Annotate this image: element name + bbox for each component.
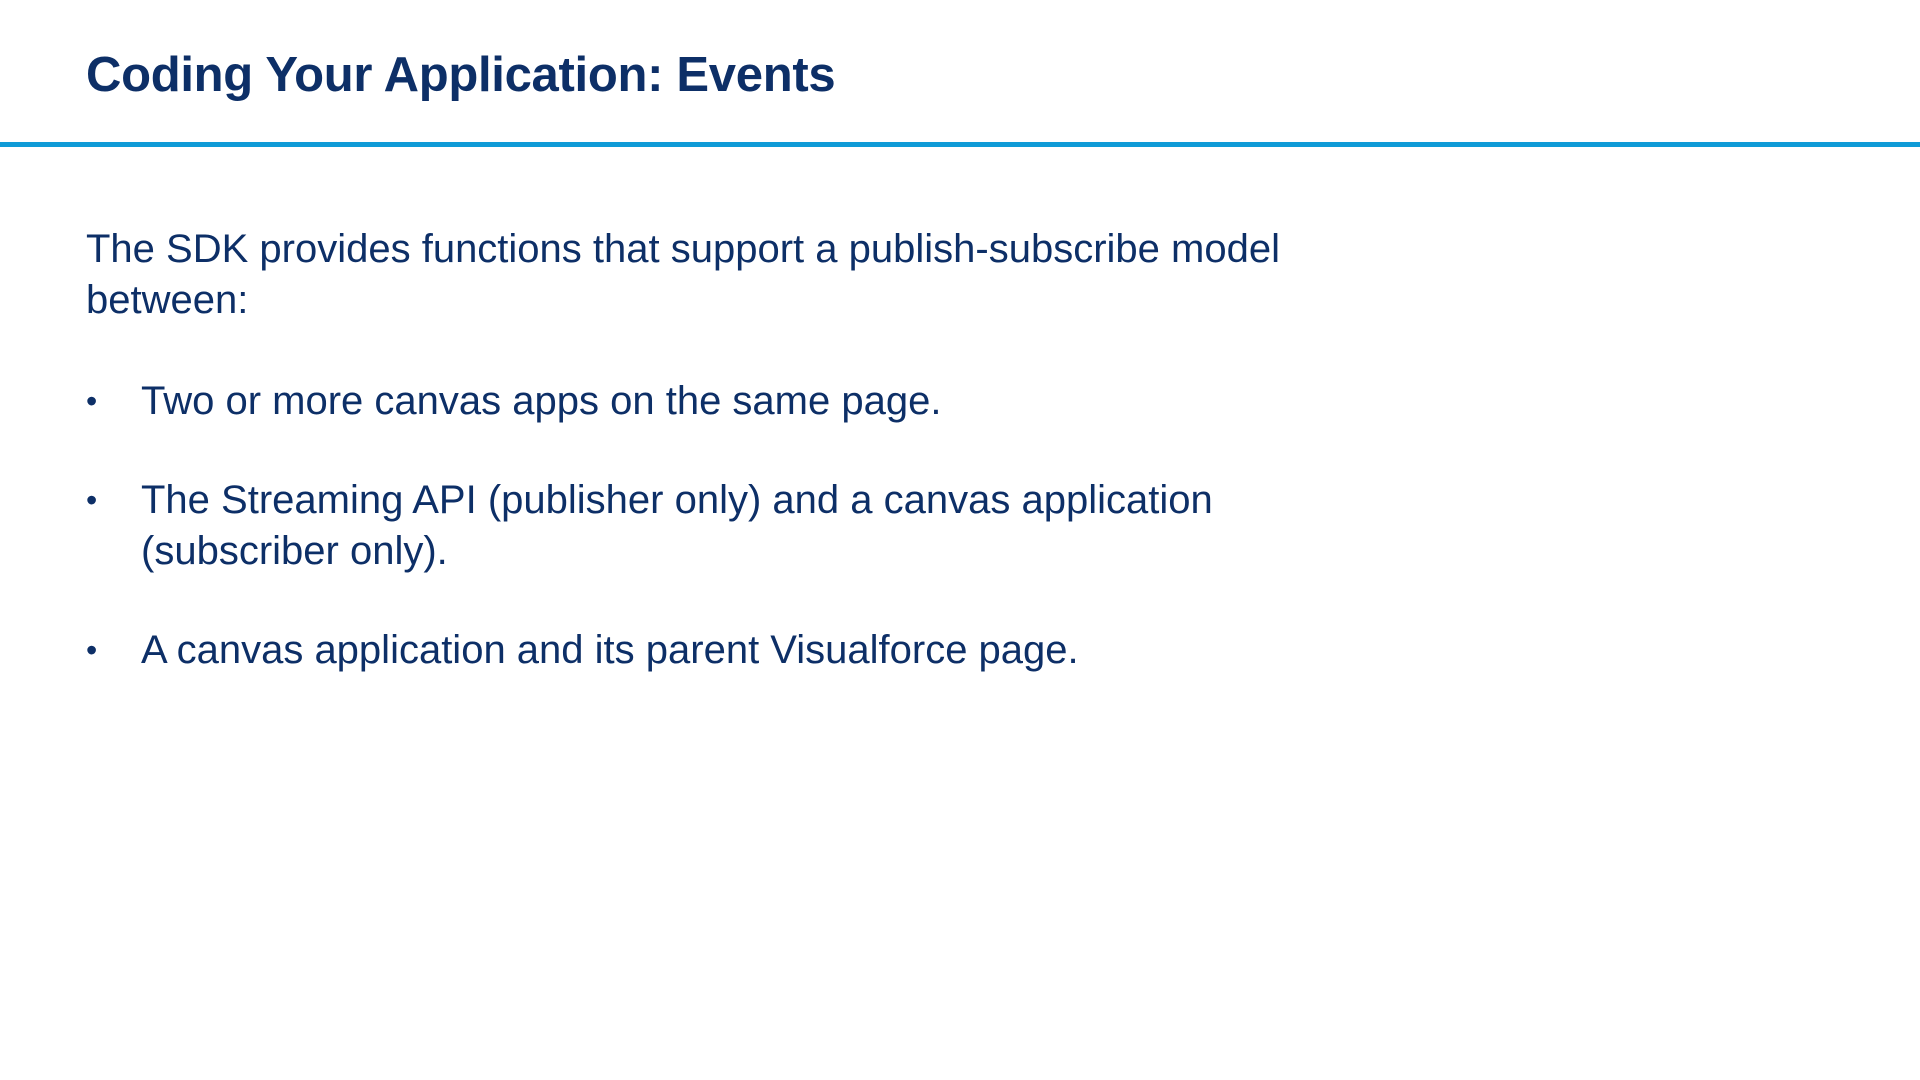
bullet-marker: •: [86, 482, 98, 518]
slide-title: Coding Your Application: Events: [86, 48, 836, 102]
title-divider: [0, 142, 1920, 147]
bullet-text: A canvas application and its parent Visualforce page.: [141, 628, 1079, 672]
intro-text: The SDK provides functions that support a publish-subscribe model between:: [86, 227, 1280, 322]
list-item: [86, 625, 1446, 676]
bullet-list: [86, 376, 1446, 724]
list-item: [86, 376, 1446, 427]
bullet-text: Two or more canvas apps on the same page.: [141, 379, 942, 423]
list-item: [86, 475, 1446, 577]
bullet-text: The Streaming API (publisher only) and a canvas application (subscriber only).: [141, 478, 1213, 573]
bullet-marker: •: [86, 632, 98, 668]
bullet-marker: •: [86, 383, 98, 419]
